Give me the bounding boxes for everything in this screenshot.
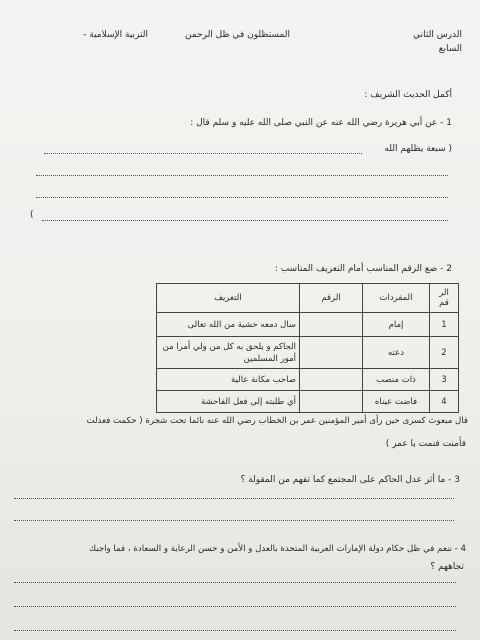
row-num: 1 [430, 313, 459, 337]
row-num: 3 [430, 369, 459, 391]
answer-line[interactable] [14, 520, 454, 521]
answer-line[interactable] [14, 606, 456, 607]
answer-cell[interactable] [300, 337, 363, 369]
header-title: المستظلون في ظل الرحمن [184, 30, 290, 40]
header-subject: التربية الإسلامية - [83, 30, 148, 40]
answer-cell[interactable] [300, 391, 363, 413]
table-row [157, 313, 459, 337]
row-term: ذات منصب [363, 369, 430, 391]
answer-cell[interactable] [300, 369, 363, 391]
table-row [157, 337, 459, 369]
header-num: الر قم [430, 284, 459, 313]
header-grade: السابع [438, 44, 462, 54]
row-definition: الحاكم و يلحق به كل من ولي أمرا من أمور المسلمين [157, 337, 300, 369]
answer-line[interactable] [14, 498, 454, 499]
table-header-row [157, 284, 459, 313]
answer-line[interactable] [42, 220, 448, 221]
story-line-1: قال مبعوث كسرى حين رأى أمير المؤمنين عمر بن الخطاب رضي الله عنه نائما تحت شجرة ( حكمت فعدلت [86, 416, 468, 426]
row-num: 4 [430, 391, 459, 413]
table-row [157, 369, 459, 391]
row-definition: أي طلبته إلى فعل الفاحشة [157, 391, 300, 413]
header-term: المفردات [363, 284, 430, 313]
definitions-table [156, 283, 459, 413]
answer-cell[interactable] [300, 313, 363, 337]
question-1-text: 1 - عن أبي هريرة رضي الله عنه عن النبي صلى الله عليه و سلم قال : [190, 118, 452, 128]
answer-line[interactable] [44, 153, 362, 154]
row-definition: سال دمعه خشية من الله تعالى [157, 313, 300, 337]
header-lesson: الدرس الثاني [413, 30, 462, 40]
row-definition: صاحب مكانة عالية [157, 369, 300, 391]
row-num: 2 [430, 337, 459, 369]
answer-line[interactable] [14, 630, 456, 631]
header-definition: التعريف [157, 284, 300, 313]
answer-line[interactable] [14, 582, 456, 583]
question-3-text: 3 - ما أثر عدل الحاكم على المجتمع كما تفهم من المقولة ؟ [240, 475, 460, 485]
header-answer: الرقم [300, 284, 363, 313]
question-4-line-2: تجاههم ؟ [430, 562, 464, 572]
answer-line[interactable] [36, 175, 448, 176]
hadith-start-text: ( سبعة يظلهم الله [384, 144, 452, 154]
row-term: فاضت عيناه [363, 391, 430, 413]
instruction-complete-hadith: أكمل الحديث الشريف : [364, 90, 452, 100]
table-row [157, 391, 459, 413]
row-term: إمام [363, 313, 430, 337]
answer-line[interactable] [36, 197, 448, 198]
hadith-end-paren: ) [30, 210, 34, 220]
question-4-line-1: 4 - ننعم في ظل حكام دولة الإمارات العربية المتحدة بالعدل و الأمن و حسن الرعاية و السعادة ، فما واجبك [89, 544, 466, 554]
story-line-2: فأمنت فنمت يا عمر ) [385, 439, 466, 449]
row-term: دعته [363, 337, 430, 369]
question-2-text: 2 - ضع الرقم المناسب أمام التعريف المناسب : [274, 264, 452, 274]
